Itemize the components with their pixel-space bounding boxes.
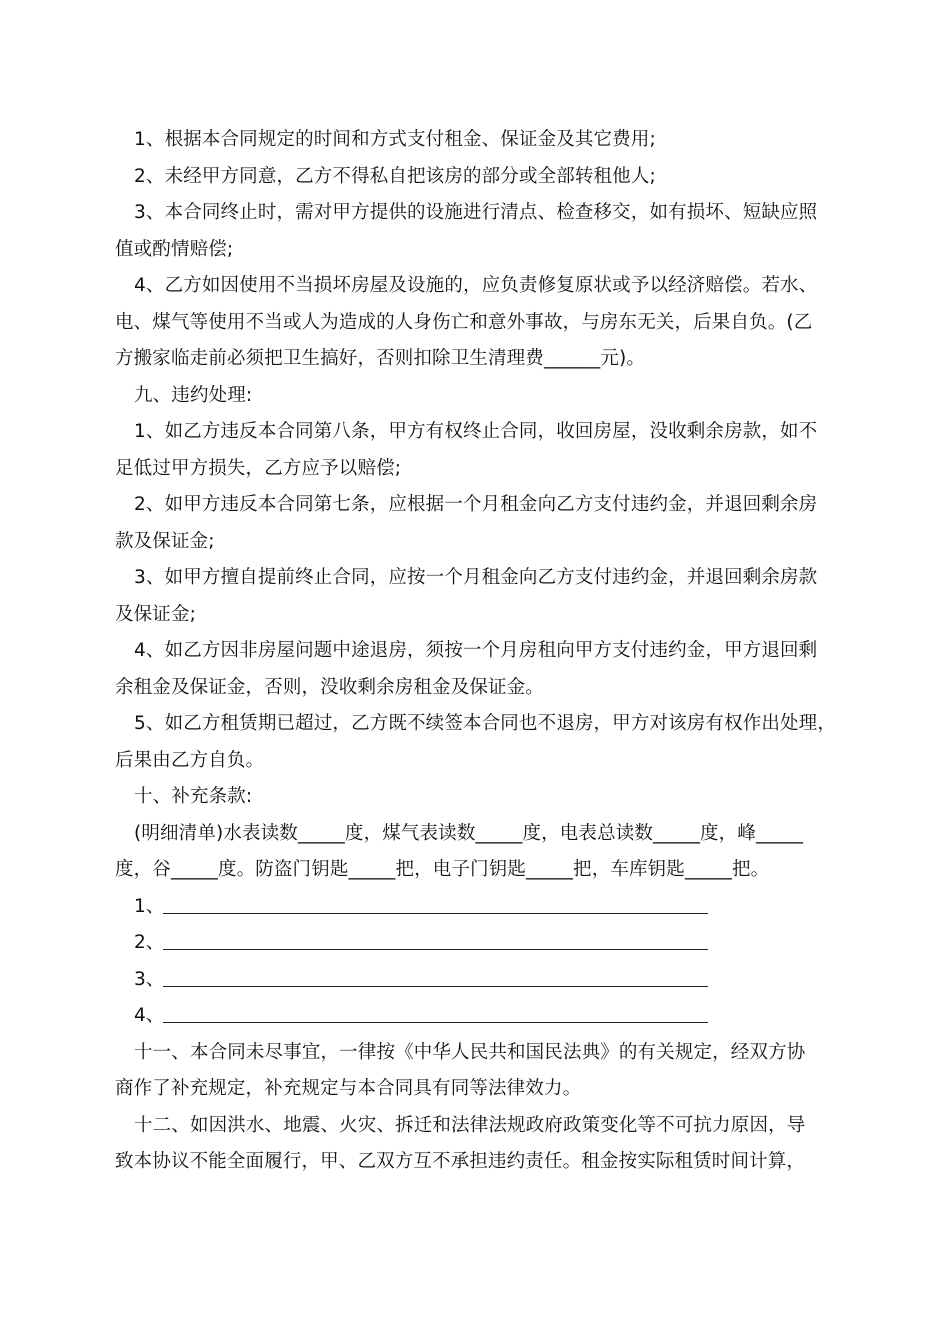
text-line: 十一、本合同未尽事宜，一律按《中华人民共和国民法典》的有关规定，经双方协 [134,1041,806,1063]
text-line: 值或酌情赔偿; [115,238,234,260]
blank-fill-line [163,949,708,950]
supplement-number: 4、 [134,1005,165,1026]
section-heading [115,378,835,415]
clause-paragraph [115,633,835,706]
text-line: 后果由乙方自负。 [115,749,265,771]
document-body [115,122,835,1181]
text-line: 5、如乙方租赁期已超过，乙方既不续签本合同也不退房，甲方对该房有权作出处理， [134,713,836,734]
text-line: 度，谷_____度。防盗门钥匙_____把，电子门钥匙_____把，车库钥匙_____把。 [115,859,770,880]
section-heading [115,779,835,816]
text-line: 2、如甲方违反本合同第七条，应根据一个月租金向乙方支付违约金，并退回剩余房 [134,494,818,515]
clause-paragraph [115,195,835,268]
supplement-line-3 [115,962,835,999]
text-line: 4、乙方如因使用不当损坏房屋及设施的，应负责修复原状或予以经济赔偿。若水、 [134,275,818,296]
text-line: 3、本合同终止时，需对甲方提供的设施进行清点、检查移交，如有损坏、短缺应照 [134,202,818,223]
text-line: 款及保证金; [115,530,215,552]
clause-paragraph [115,706,835,779]
text-line: 2、未经甲方同意，乙方不得私自把该房的部分或全部转租他人; [134,165,656,187]
supplement-line-4 [115,998,835,1035]
text-line: 足低过甲方损失，乙方应予以赔偿; [115,457,402,479]
text-line: 十、补充条款: [134,786,253,807]
clause-paragraph [115,414,835,487]
text-line: 及保证金; [115,603,196,625]
text-line: 余租金及保证金，否则，没收剩余房租金及保证金。 [115,676,544,698]
clause-paragraph [115,1035,835,1108]
supplement-line-2 [115,925,835,962]
text-line: 九、违约处理: [134,384,253,406]
text-line: 电、煤气等使用不当或人为造成的人身伤亡和意外事故，与房东无关，后果自负。(乙 [115,311,813,333]
text-line: 方搬家临走前必须把卫生搞好，否则扣除卫生清理费______元)。 [115,348,646,369]
text-line: 商作了补充规定，补充规定与本合同具有同等法律效力。 [115,1078,582,1099]
text-line: 1、如乙方违反本合同第八条，甲方有权终止合同，收回房屋，没收剩余房款，如不 [134,421,818,442]
clause-paragraph [115,487,835,560]
supplement-line-1 [115,889,835,926]
clause-paragraph [115,159,835,196]
supplement-number: 2、 [134,932,165,953]
blank-fill-line [163,1022,708,1023]
text-line: 3、如甲方擅自提前终止合同，应按一个月租金向乙方支付违约金，并退回剩余房款 [134,567,818,588]
text-line: 十二、如因洪水、地震、火灾、拆迁和法律法规政府政策变化等不可抗力原因，导 [134,1114,806,1136]
blank-fill-line [163,986,708,987]
supplement-number: 1、 [134,895,165,917]
clause-paragraph [115,122,835,159]
text-line: 致本协议不能全面履行，甲、乙双方互不承担违约责任。租金按实际租赁时间计算， [115,1151,806,1172]
blank-fill-line [163,913,708,914]
text-line: 4、如乙方因非房屋问题中途退房，须按一个月房租向甲方支付违约金，甲方退回剩 [134,640,818,661]
meter-reading-paragraph [115,816,835,889]
supplement-number: 3、 [134,968,165,990]
clause-paragraph [115,1108,835,1181]
clause-paragraph [115,268,835,378]
clause-paragraph [115,560,835,633]
text-line: (明细清单)水表读数_____度，煤气表读数_____度，电表总读数_____度，峰_____ [134,822,803,844]
text-line: 1、根据本合同规定的时间和方式支付租金、保证金及其它费用; [134,129,656,150]
